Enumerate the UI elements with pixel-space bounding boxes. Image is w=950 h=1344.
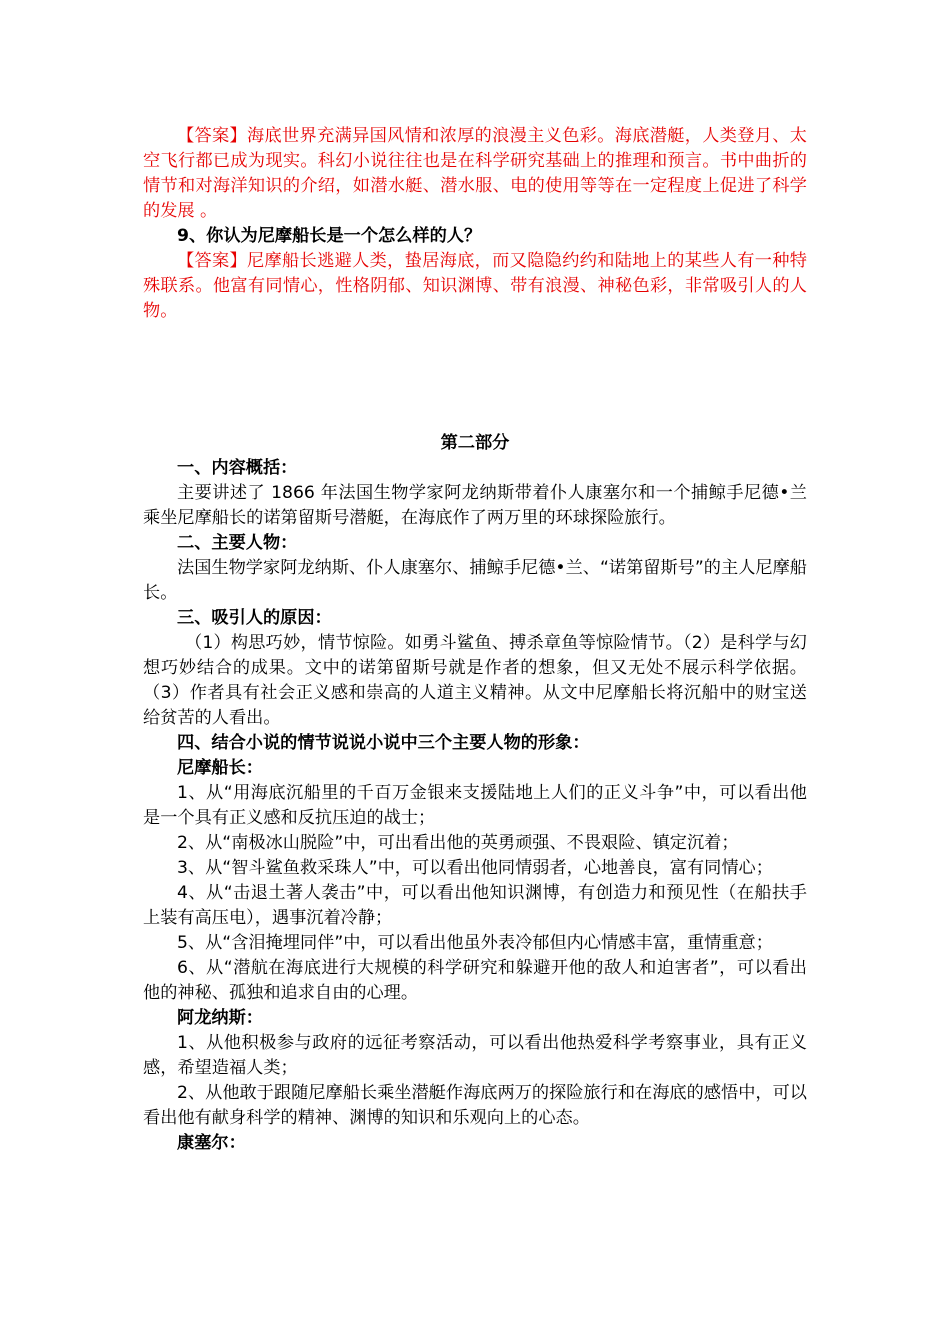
nemo-item: 1、从“用海底沉船里的千百万金银来支援陆地上人们的正义斗争”中，可以看出他是一个具有正义感和反抗压迫的战士； <box>143 783 807 828</box>
nemo-item: 2、从“南极冰山脱险”中，可出看出他的英勇顽强、不畏艰险、镇定沉着； <box>177 833 739 853</box>
conseil-heading: 康塞尔： <box>177 1133 246 1153</box>
section1-heading: 一、内容概括： <box>177 458 298 478</box>
nemo-item: 5、从“含泪掩埋同伴”中，可以看出他虽外表冷郁但内心情感丰富，重情重意； <box>177 933 773 953</box>
section4-heading: 四、结合小说的情节说说小说中三个主要人物的形象： <box>177 733 590 753</box>
section3-heading: 三、吸引人的原因： <box>177 608 332 628</box>
answer-8: 【答案】海底世界充满异国风情和浓厚的浪漫主义色彩。海底潜艇，人类登月、太空飞行都已成为现实。科幻小说往往也是在科学研究基础上的推理和预言。书中曲折的情节和对海洋知识的介绍，如潜水艇、潜水服、电的使用等等在一定程度上促进了科学的发展 。 <box>143 126 807 221</box>
section3-text: （1）构思巧妙，情节惊险。如勇斗鲨鱼、搏杀章鱼等惊险情节。（2）是科学与幻想巧妙结合的成果。文中的诺第留斯号就是作者的想象，但又无处不展示科学依据。（3）作者具有社会正义感和崇高的人道主义精神。从文中尼摩船长将沉船中的财宝送给贫苦的人看出。 <box>143 633 807 728</box>
section2-text: 法国生物学家阿龙纳斯、仆人康塞尔、捕鲸手尼德•兰、“诺第留斯号”的主人尼摩船长。 <box>143 558 807 603</box>
section-gap <box>143 324 807 431</box>
part-two-title: 第二部分 <box>440 433 510 453</box>
nemo-item: 4、从“击退土著人袭击”中，可以看出他知识渊博，有创造力和预见性（在船扶手上装有高压电），遇事沉着冷静； <box>143 883 807 928</box>
aronnax-heading: 阿龙纳斯： <box>177 1008 263 1028</box>
question-9: 9、你认为尼摩船长是一个怎么样的人？ <box>177 226 482 246</box>
section1-text: 主要讲述了 1866 年法国生物学家阿龙纳斯带着仆人康塞尔和一个捕鲸手尼德•兰乘坐尼摩船长的诺第留斯号潜艇，在海底作了两万里的环球探险旅行。 <box>143 483 807 528</box>
aronnax-item: 1、从他积极参与政府的远征考察活动，可以看出他热爱科学考察事业，具有正义感，希望造福人类； <box>143 1033 807 1078</box>
section2-heading: 二、主要人物： <box>177 533 298 553</box>
document-page <box>143 124 807 1156</box>
nemo-item: 6、从“潜航在海底进行大规模的科学研究和躲避开他的敌人和迫害者”，可以看出他的神秘、孤独和追求自由的心理。 <box>143 958 807 1003</box>
answer-9: 【答案】尼摩船长逃避人类，蛰居海底，而又隐隐约约和陆地上的某些人有一种特殊联系。他富有同情心，性格阴郁、知识渊博、带有浪漫、神秘色彩，非常吸引人的人物。 <box>143 251 807 321</box>
aronnax-item: 2、从他敢于跟随尼摩船长乘坐潜艇作海底两万的探险旅行和在海底的感悟中，可以看出他有献身科学的精神、渊博的知识和乐观向上的心态。 <box>143 1083 807 1128</box>
nemo-item: 3、从“智斗鲨鱼救采珠人”中，可以看出他同情弱者，心地善良，富有同情心； <box>177 858 773 878</box>
nemo-heading: 尼摩船长： <box>177 758 263 778</box>
